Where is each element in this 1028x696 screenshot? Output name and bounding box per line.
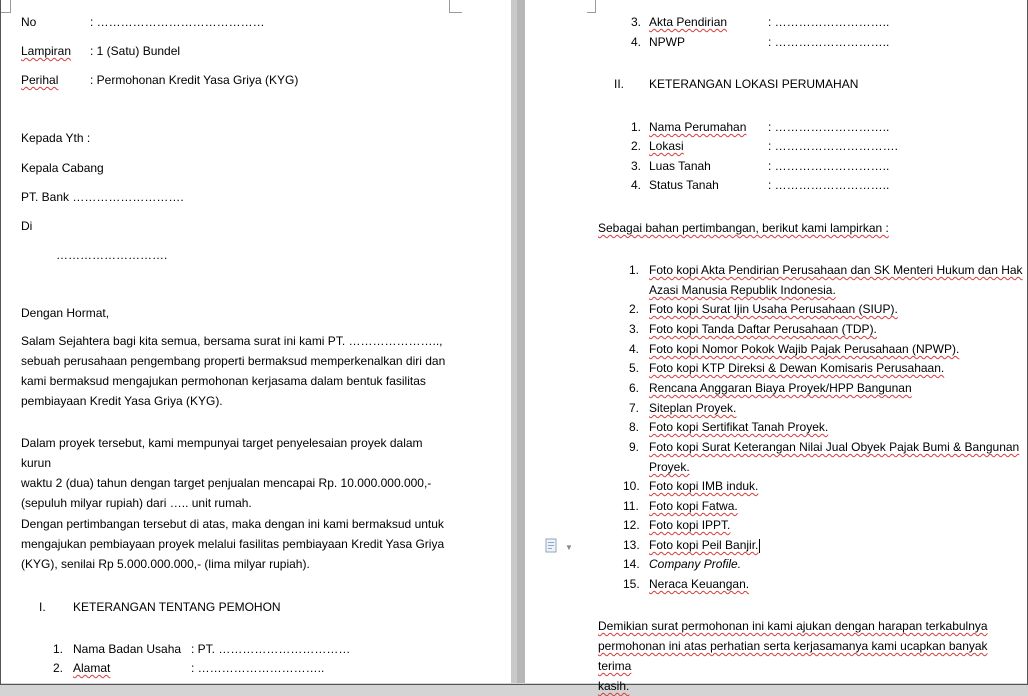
attachment-number: 15.	[623, 577, 640, 591]
perihal-label: Perihal	[21, 73, 59, 87]
s2-item-number: 1.	[631, 120, 642, 134]
attachment-text: Foto kopi Sertifikat Tanah Proyek.	[649, 420, 829, 434]
attachment-text: Company Profile.	[649, 557, 742, 571]
margin-mark	[587, 0, 596, 13]
r-item-number: 4.	[631, 35, 642, 49]
paragraph-target	[21, 433, 446, 513]
attachment-number: 12.	[623, 518, 640, 532]
attachment-text: Foto kopi Surat Ijin Usaha Perusahaan (SIUP).	[649, 302, 898, 316]
attachment-text: Foto kopi KTP Direksi & Dewan Komisaris Perusahaan.	[649, 361, 945, 375]
r-item-value: : ………………………..	[768, 35, 890, 49]
section1-number: I.	[39, 600, 46, 614]
s2-item-value: : ………………………….	[768, 139, 899, 153]
attachment-text: Neraca Keuangan.	[649, 577, 750, 591]
section2-title: KETERANGAN LOKASI PERUMAHAN	[649, 77, 859, 91]
page-divider	[517, 0, 525, 683]
r-item-label: NPWP	[649, 35, 685, 49]
attachment-number: 8.	[629, 420, 640, 434]
attachment-text: Siteplan Proyek.	[649, 401, 737, 415]
page-right[interactable]	[525, 0, 1027, 693]
paragraph-line: (KYG), senilai Rp 5.000.000.000,- (lima milyar rupiah).	[21, 557, 310, 571]
attachment-number: 10.	[623, 479, 640, 493]
attachment-text-cont: Azasi Manusia Republik Indonesia.	[649, 283, 836, 297]
s1-item-value: : …………………………..	[191, 661, 325, 675]
s2-item-value: : ………………………..	[768, 120, 890, 134]
r-item-label: Akta Pendirian	[649, 15, 728, 29]
attachment-number: 6.	[629, 381, 640, 395]
s2-item-label: Status Tanah	[649, 178, 719, 192]
kepala-line: Kepala Cabang	[21, 161, 104, 175]
attachment-number: 5.	[629, 361, 640, 375]
attachment-text: Foto kopi IMB induk.	[649, 479, 759, 493]
lampiran-label: Lampiran	[21, 44, 72, 58]
attachment-text: Foto kopi Peil Banjir.	[649, 538, 759, 552]
r-item-number: 3.	[631, 15, 642, 29]
salutation: Dengan Hormat,	[21, 306, 110, 320]
attachment-number: 11.	[623, 499, 639, 513]
di-dots: ……………………….	[56, 248, 168, 262]
paragraph-line: pembiayaan Kredit Yasa Griya (KYG).	[21, 394, 223, 408]
chevron-down-icon[interactable]: ▼	[565, 543, 573, 552]
perihal-value: : Permohonan Kredit Yasa Griya (KYG)	[90, 73, 299, 87]
section1-title: KETERANGAN TENTANG PEMOHON	[73, 600, 281, 614]
lampiran-value: : 1 (Satu) Bundel	[90, 44, 181, 58]
s1-item-label: Alamat	[73, 661, 111, 675]
margin-mark	[449, 0, 462, 13]
s2-item-number: 2.	[631, 139, 642, 153]
paragraph-line: Salam Sejahtera bagi kita semua, bersama surat ini kami PT. …………………..,	[21, 334, 443, 348]
attachment-number: 13.	[623, 538, 640, 552]
paragraph-closing	[598, 616, 1018, 696]
paragraph-line: Dalam proyek tersebut, kami mempunyai target penyelesaian proyek dalam kurun	[21, 436, 423, 470]
attachment-number: 9.	[629, 440, 640, 454]
paragraph-request	[21, 514, 446, 574]
attachment-item-13	[649, 538, 760, 553]
s2-item-label: Luas Tanah	[649, 159, 711, 173]
attachment-number: 7.	[629, 401, 640, 415]
paragraph-line: kasih.	[598, 679, 630, 693]
no-value: : ……………………………………	[90, 15, 265, 29]
paragraph-line: (sepuluh milyar rupiah) dari ….. unit rumah.	[21, 496, 252, 510]
page-left[interactable]	[1, 0, 511, 683]
r-item-value: : ………………………..	[768, 15, 890, 29]
s2-item-number: 3.	[631, 159, 642, 173]
attachment-number: 2.	[629, 302, 640, 316]
s2-item-value: : ………………………..	[768, 159, 890, 173]
s1-item-label: Nama Badan Usaha	[73, 642, 182, 656]
attachment-number: 3.	[629, 322, 640, 336]
s2-item-number: 4.	[631, 178, 642, 192]
no-label: No	[21, 15, 37, 29]
paragraph-intro	[21, 331, 446, 411]
s2-item-value: : ………………………..	[768, 178, 890, 192]
attachment-number: 1.	[629, 263, 640, 277]
attachment-number: 14.	[623, 557, 640, 571]
paragraph-line: sebuah perusahaan pengembang properti bermaksud memperkenalkan diri dan	[21, 354, 446, 368]
attachment-text: Rencana Anggaran Biaya Proyek/HPP Bangunan	[649, 381, 912, 395]
di-line: Di	[21, 219, 33, 233]
s2-item-label: Lokasi	[649, 139, 684, 153]
bank-line: PT. Bank ……………………….	[21, 190, 184, 204]
margin-mark	[1, 0, 11, 13]
paragraph-line: waktu 2 (dua) tahun dengan target penjualan mencapai Rp. 10.000.000.000,-	[21, 476, 432, 490]
paragraph-line: Demikian surat permohonan ini kami ajukan dengan harapan terkabulnya	[598, 619, 988, 633]
section2-number: II.	[614, 77, 625, 91]
text-cursor	[759, 539, 760, 553]
attachment-text: Foto kopi Fatwa.	[649, 499, 738, 513]
s1-item-number: 1.	[53, 642, 64, 656]
s1-item-value: : PT. ……………………………	[191, 642, 351, 656]
attachment-text: Foto kopi Akta Pendirian Perusahaan dan SK Menteri Hukum dan Hak	[649, 263, 1023, 277]
paragraph-line: kami bermaksud mengajukan permohonan kerjasama dalam bentuk fasilitas	[21, 374, 426, 388]
s2-item-label: Nama Perumahan	[649, 120, 747, 134]
paragraph-line: permohonan ini atas perhatian serta kerjasamanya kami ucapkan banyak terima	[598, 639, 988, 673]
attachment-text: Foto kopi Nomor Pokok Wajib Pajak Perusahaan (NPWP).	[649, 342, 960, 356]
paragraph-line: Dengan pertimbangan tersebut di atas, maka dengan ini kami bermaksud untuk	[21, 517, 444, 531]
attachment-text: Foto kopi Tanda Daftar Perusahaan (TDP).	[649, 322, 877, 336]
attachments-intro: Sebagai bahan pertimbangan, berikut kami lampirkan :	[598, 221, 889, 235]
kepada-line: Kepada Yth :	[21, 131, 91, 145]
attachment-number: 4.	[629, 342, 640, 356]
s1-item-number: 2.	[53, 661, 64, 675]
paste-options-icon[interactable]	[545, 538, 559, 554]
attachment-text-cont: Proyek.	[649, 460, 690, 474]
attachment-text: Foto kopi Surat Keterangan Nilai Jual Obyek Pajak Bumi & Bangunan	[649, 440, 1020, 454]
attachment-text: Foto kopi IPPT.	[649, 518, 731, 532]
paragraph-line: mengajukan pembiayaan proyek melalui fasilitas pembiayaan Kredit Yasa Griya	[21, 537, 445, 551]
